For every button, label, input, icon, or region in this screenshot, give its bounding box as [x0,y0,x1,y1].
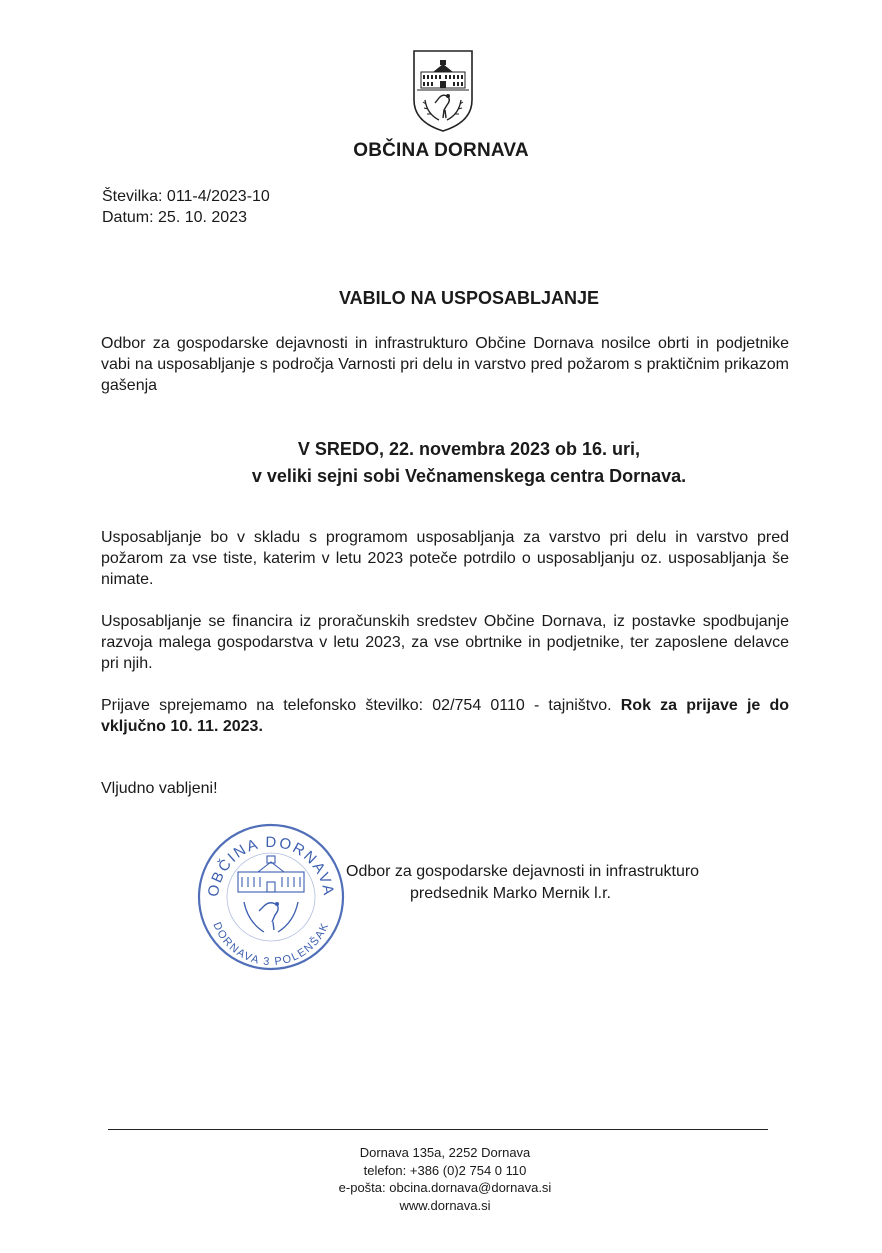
signature-block [346,861,746,905]
application-contact: Prijave sprejemamo na telefonsko številko: 02/754 0110 - tajništvo. [101,697,612,714]
event-details [0,436,882,490]
footer-address: Dornava 135a, 2252 Dornava [359,1145,531,1160]
application-deadline: Rok za prijave je do vključno 10. 11. 2023. [101,697,789,735]
footer-divider [108,1129,768,1130]
footer-website: www.dornava.si [399,1197,491,1213]
organization-name: OBČINA DORNAVA [353,140,529,161]
footer [0,1144,882,1214]
stamp-bottom-text: DORNAVA 3 POLENŠAK [210,920,332,969]
signature-president: predsednik Marko Mernik l.r. [410,885,611,902]
funding-paragraph: Usposabljanje se financira iz proračunskih sredstev Občine Dornava, iz postavke spodbujanje razvoja malega gospodarstva v letu 2023, za vse obrtnike in podjetnike, ter zaposlene delavce pri njih. [101,613,789,672]
stamp-top-text: OBČINA DORNAVA [204,833,338,898]
event-date-line: V SREDO, 22. novembra 2023 ob 16. uri, [297,439,641,459]
application-paragraph [101,695,789,737]
document-date: Datum: 25. 10. 2023 [102,209,247,226]
footer-phone: telefon: +386 (0)2 754 0 110 [363,1162,527,1178]
training-paragraph: Usposabljanje bo v skladu s programom usposabljanja za varstvo pri delu in varstvo pred požarom za vse tiste, katerim v letu 2023 poteče potrdilo o usposabljanju oz. usposabljanja še nimate. [101,529,789,588]
signature-committee: Odbor za gospodarske dejavnosti in infrastrukturo [346,863,700,880]
footer-email: e-pošta: obcina.dornava@dornava.si [338,1180,552,1195]
official-stamp [196,822,346,972]
document-meta [102,186,270,228]
document-number: Številka: 011-4/2023-10 [102,188,270,205]
intro-paragraph: Odbor za gospodarske dejavnosti in infrastrukturo Občine Dornava nosilce obrti in podjetnike vabi na usposabljanje s področja Varnosti pri delu in varstvo pred požarom s praktičnim prikazom gašenja [101,335,789,394]
event-location-line: v veliki sejni sobi Večnamenskega centra Dornava. [251,466,687,486]
municipal-crest-icon [411,48,475,134]
document-title: VABILO NA USPOSABLJANJE [338,288,600,308]
greeting: Vljudno vabljeni! [101,780,218,797]
